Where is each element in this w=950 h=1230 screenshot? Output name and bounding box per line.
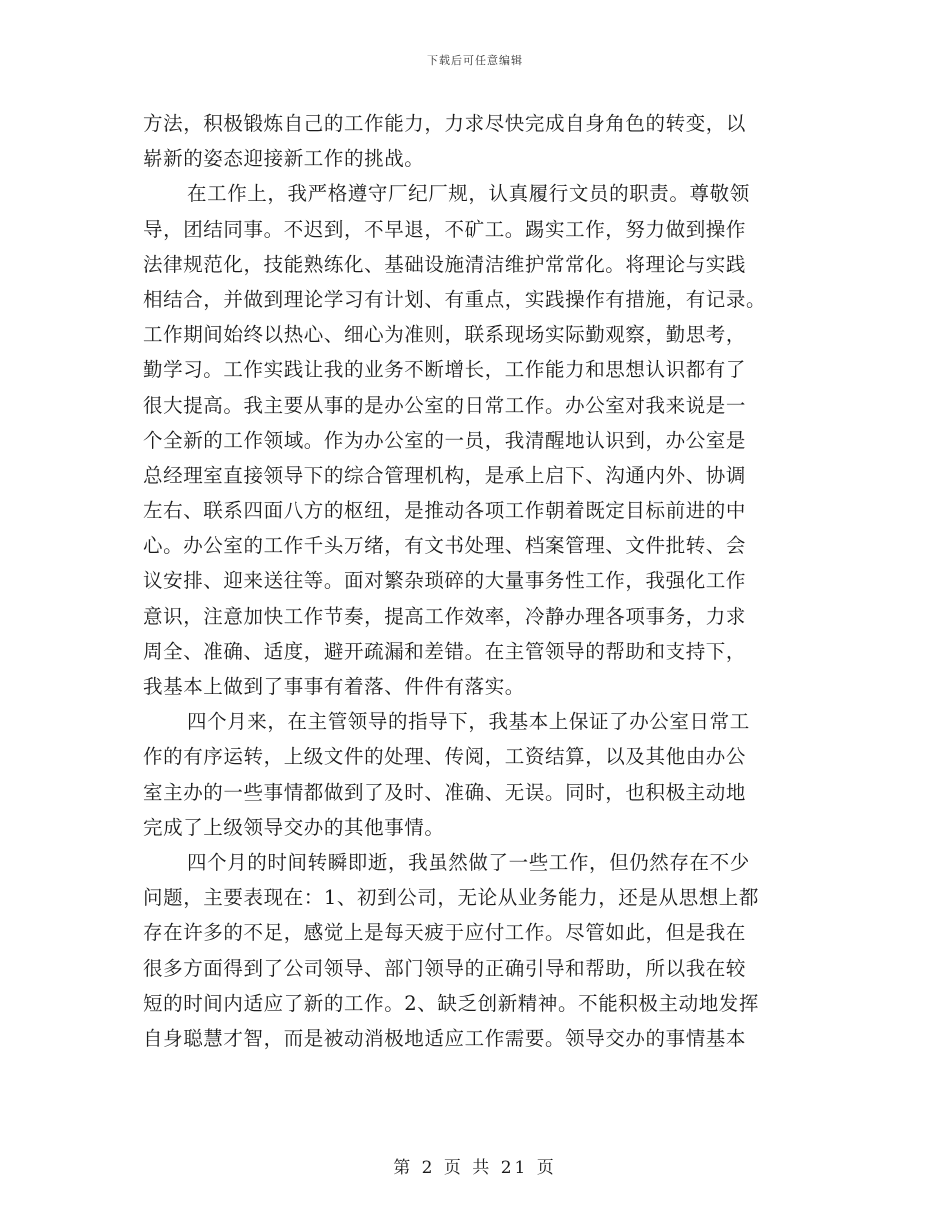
text-line: 完成了上级领导交办的其他事情。 [143,815,445,839]
text-line: 左右、联系四面八方的枢纽，是推动各项工作朝着既定目标前进的中 [143,499,747,523]
text-line: 导，团结同事。不迟到，不早退，不矿工。踢实工作，努力做到操作 [143,217,747,241]
text-line: 存在许多的不足，感觉上是每天疲于应付工作。尽管如此，但是我在 [143,921,747,945]
text-line: 很多方面得到了公司领导、部门领导的正确引导和帮助，所以我在较 [143,956,747,980]
text-line: 我基本上做到了事事有着落、件件有落实。 [143,675,525,698]
text-line: 周全、准确、适度，避开疏漏和差错。在主管领导的帮助和支持下， [143,639,747,663]
text-line: 四个月来，在主管领导的指导下，我基本上保证了办公室日常工 [187,710,750,734]
text-line: 很大提高。我主要从事的是办公室的日常工作。办公室对我来说是一 [143,393,747,417]
text-line: 意识，注意加快工作节奏，提高工作效率，冷静办理各项事务，力求 [143,604,747,628]
text-line: 方法，积极锻炼自己的工作能力，力求尽快完成自身角色的转变，以 [143,112,747,135]
text-line: 室主办的一些事情都做到了及时、准确、无误。同时，也积极主动地 [143,780,747,804]
text-line: 在工作上，我严格遵守厂纪厂规，认真履行文员的职责。尊敬领 [187,182,750,206]
text-line: 作的有序运转，上级文件的处理、传阅，工资结算，以及其他由办公 [143,745,747,769]
text-line: 心。办公室的工作千头万绪，有文书处理、档案管理、文件批转、会 [143,534,747,558]
text-line: 总经理室直接领导下的综合管理机构，是承上启下、沟通内外、协调 [143,463,747,487]
text-line: 四个月的时间转瞬即逝，我虽然做了一些工作，但仍然存在不少 [187,850,750,874]
text-line: 勤学习。工作实践让我的业务不断增长，工作能力和思想认识都有了 [143,358,747,382]
text-line: 工作期间始终以热心、细心为准则，联系现场实际勤观察，勤思考， [143,323,747,347]
text-line: 短的时间内适应了新的工作。2、缺乏创新精神。不能积极主动地发挥 [143,991,760,1015]
page-number-footer: 第 2 页 共 21 页 [393,1158,557,1178]
text-line: 法律规范化，技能熟练化、基础设施清洁维护常常化。将理论与实践 [143,252,747,276]
document-body [143,106,803,1056]
text-line: 自身聪慧才智，而是被动消极地适应工作需要。领导交办的事情基本 [143,1026,747,1050]
text-line: 问题，主要表现在：1、初到公司，无论从业务能力，还是从思想上都 [143,886,760,910]
text-line: 相结合，并做到理论学习有计划、有重点，实践操作有措施，有记录。 [143,287,767,311]
text-line: 崭新的姿态迎接新工作的挑战。 [143,147,425,171]
text-line: 个全新的工作领域。作为办公室的一员，我清醒地认识到，办公室是 [143,428,747,452]
page-header: 下载后可任意编辑 [427,54,523,67]
text-line: 议安排、迎来送往等。面对繁杂琐碎的大量事务性工作，我强化工作 [143,569,747,593]
